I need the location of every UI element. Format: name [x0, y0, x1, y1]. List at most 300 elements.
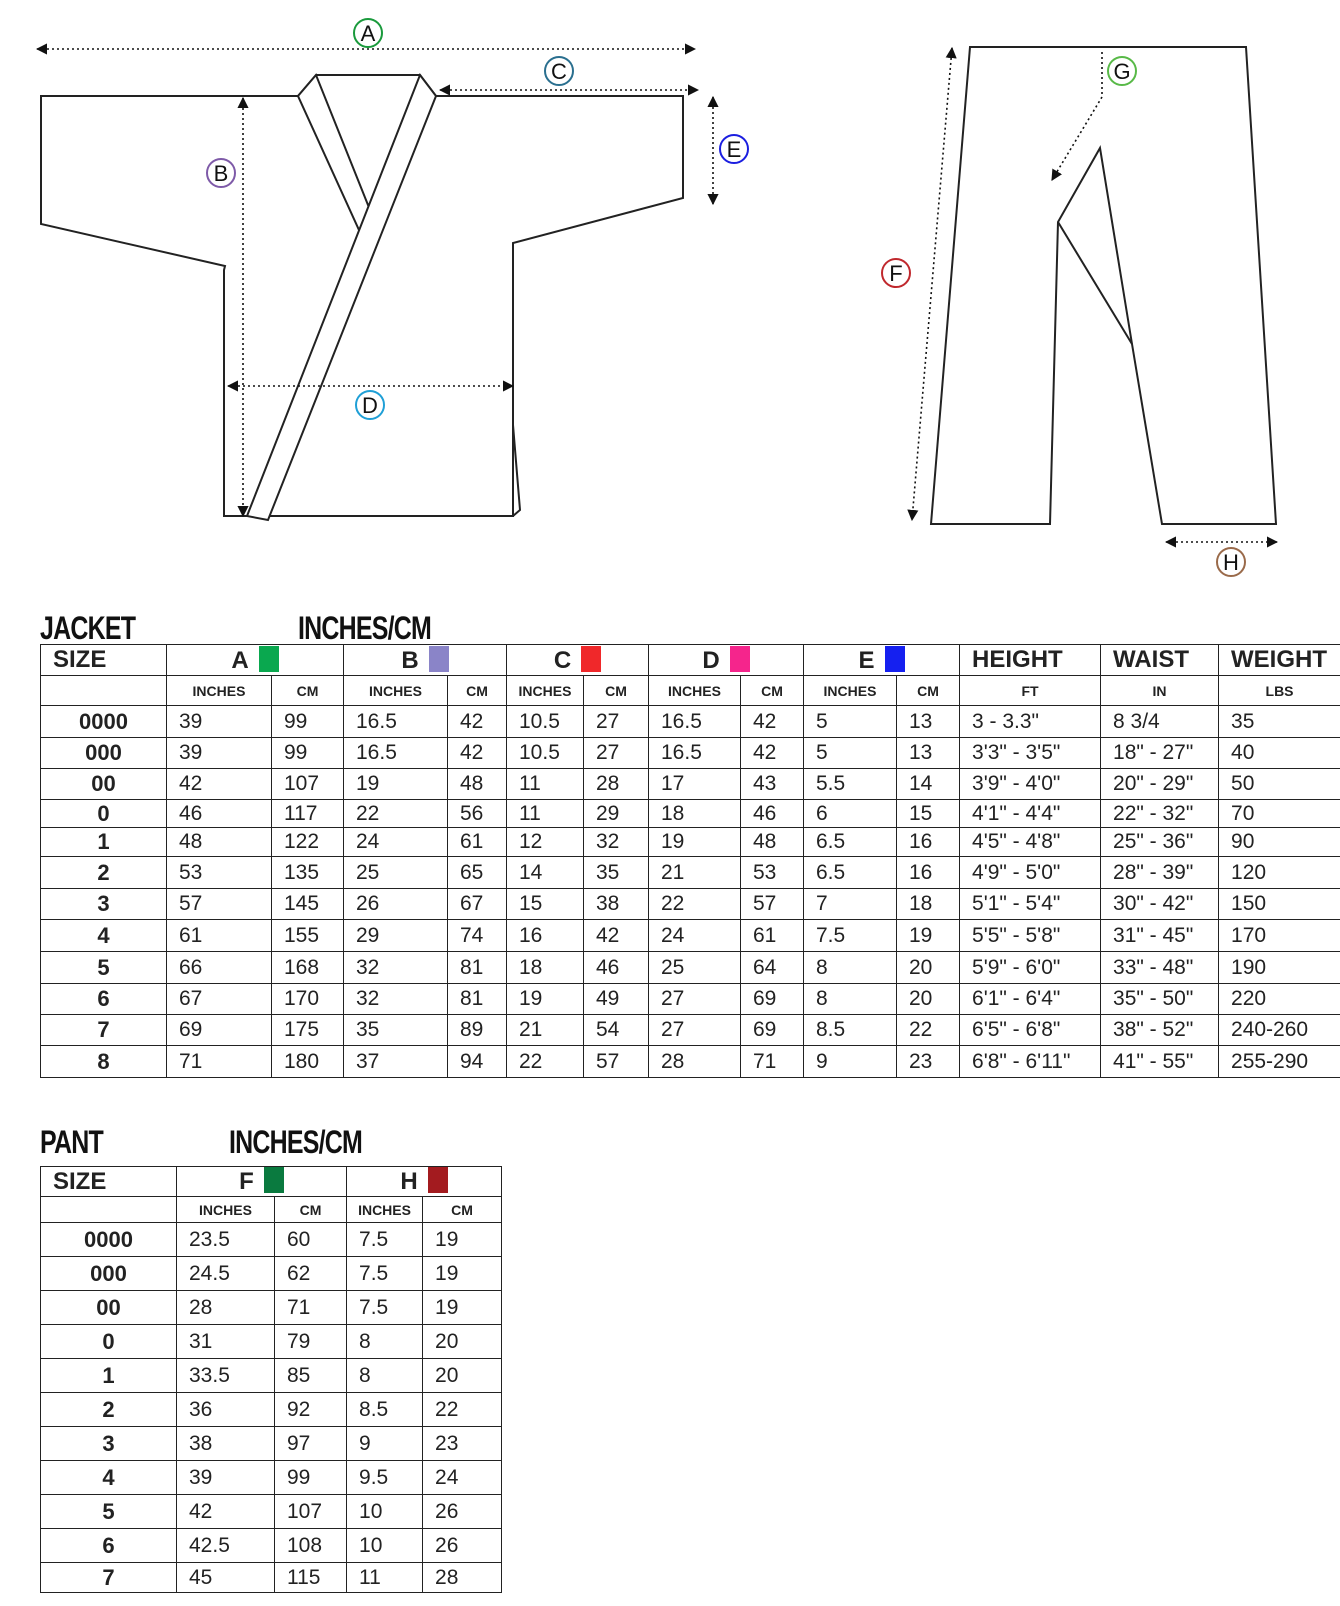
value-cell: 56 — [448, 800, 507, 828]
svg-text:F: F — [889, 261, 903, 286]
value-cell: 48 — [741, 828, 804, 857]
unit-inches: INCHES — [507, 676, 584, 706]
jacket-drawing — [41, 75, 683, 520]
value-cell: 8 3/4 — [1101, 706, 1219, 738]
value-cell: 61 — [167, 920, 272, 952]
value-cell: 48 — [448, 769, 507, 800]
value-cell: 20 — [423, 1359, 502, 1393]
table-row — [41, 1015, 1340, 1046]
value-cell: 16 — [507, 920, 584, 952]
value-cell: 57 — [584, 1046, 649, 1078]
size-cell: 3 — [41, 1427, 177, 1461]
pant-units-row — [41, 1197, 502, 1223]
value-cell: 16.5 — [649, 706, 741, 738]
value-cell: 24 — [649, 920, 741, 952]
value-cell: 6'1" - 6'4" — [960, 984, 1101, 1015]
value-cell: 38 — [177, 1427, 275, 1461]
value-cell: 89 — [448, 1015, 507, 1046]
svg-text:E: E — [726, 137, 742, 162]
value-cell: 190 — [1219, 952, 1340, 984]
size-cell: 0000 — [41, 706, 167, 738]
value-cell: 10.5 — [507, 706, 584, 738]
value-cell: 8 — [347, 1359, 423, 1393]
value-cell: 5 — [804, 738, 897, 769]
color-swatch — [259, 646, 279, 672]
value-cell: 71 — [275, 1291, 347, 1325]
size-cell: 7 — [41, 1563, 177, 1593]
value-cell: 115 — [275, 1563, 347, 1593]
color-swatch — [264, 1167, 284, 1193]
jacket-extra-header: HEIGHT — [960, 645, 1101, 676]
value-cell: 26 — [423, 1529, 502, 1563]
unit-inches: INCHES — [177, 1197, 275, 1223]
value-cell: 36 — [177, 1393, 275, 1427]
svg-text:D: D — [362, 393, 378, 418]
value-cell: 145 — [272, 889, 344, 920]
value-cell: 9.5 — [347, 1461, 423, 1495]
value-cell: 99 — [272, 706, 344, 738]
value-cell: 13 — [897, 738, 960, 769]
unit-inches: INCHES — [649, 676, 741, 706]
value-cell: 39 — [167, 738, 272, 769]
pant-units-title: INCHES/CM — [229, 1124, 363, 1160]
value-cell: 99 — [272, 738, 344, 769]
value-cell: 108 — [275, 1529, 347, 1563]
value-cell: 107 — [275, 1495, 347, 1529]
value-cell: 46 — [167, 800, 272, 828]
table-row — [41, 857, 1340, 889]
value-cell: 5 — [804, 706, 897, 738]
size-cell: 6 — [41, 984, 167, 1015]
value-cell: 74 — [448, 920, 507, 952]
value-cell: 69 — [741, 984, 804, 1015]
value-cell: 38 — [584, 889, 649, 920]
unit-inches: INCHES — [344, 676, 448, 706]
value-cell: 28 — [584, 769, 649, 800]
table-row — [41, 1223, 502, 1257]
dim-label-d — [356, 391, 384, 419]
value-cell: 18 — [507, 952, 584, 984]
color-swatch — [885, 646, 905, 672]
value-cell: 79 — [275, 1325, 347, 1359]
value-cell: 19 — [423, 1291, 502, 1325]
value-cell: 4'1" - 4'4" — [960, 800, 1101, 828]
jacket-group-a — [167, 645, 344, 676]
size-cell: 5 — [41, 952, 167, 984]
table-row — [41, 1427, 502, 1461]
value-cell: 11 — [507, 800, 584, 828]
value-cell: 120 — [1219, 857, 1340, 889]
value-cell: 7.5 — [347, 1257, 423, 1291]
value-cell: 35 — [1219, 706, 1340, 738]
value-cell: 220 — [1219, 984, 1340, 1015]
value-cell: 122 — [272, 828, 344, 857]
value-cell: 32 — [344, 952, 448, 984]
value-cell: 19 — [344, 769, 448, 800]
size-cell: 4 — [41, 920, 167, 952]
value-cell: 240-260 — [1219, 1015, 1340, 1046]
value-cell: 29 — [344, 920, 448, 952]
value-cell: 155 — [272, 920, 344, 952]
group-label: D — [702, 646, 720, 674]
value-cell: 42 — [167, 769, 272, 800]
empty-cell — [41, 676, 167, 706]
jacket-extra-header: WAIST — [1101, 645, 1219, 676]
value-cell: 16 — [897, 828, 960, 857]
value-cell: 180 — [272, 1046, 344, 1078]
value-cell: 117 — [272, 800, 344, 828]
value-cell: 8 — [347, 1325, 423, 1359]
value-cell: 42 — [741, 738, 804, 769]
value-cell: 21 — [507, 1015, 584, 1046]
value-cell: 6 — [804, 800, 897, 828]
value-cell: 42 — [177, 1495, 275, 1529]
unit-extra: FT — [960, 676, 1101, 706]
value-cell: 54 — [584, 1015, 649, 1046]
group-label: F — [239, 1168, 254, 1195]
jacket-units-row — [41, 676, 1340, 706]
value-cell: 71 — [167, 1046, 272, 1078]
value-cell: 57 — [167, 889, 272, 920]
jacket-group-c — [507, 645, 649, 676]
dim-label-a — [354, 19, 382, 47]
value-cell: 22 — [649, 889, 741, 920]
jacket-title: JACKET — [40, 610, 136, 646]
value-cell: 42 — [741, 706, 804, 738]
value-cell: 4'5" - 4'8" — [960, 828, 1101, 857]
table-row — [41, 706, 1340, 738]
value-cell: 4'9" - 5'0" — [960, 857, 1101, 889]
value-cell: 27 — [649, 984, 741, 1015]
value-cell: 33.5 — [177, 1359, 275, 1393]
value-cell: 20 — [423, 1325, 502, 1359]
value-cell: 9 — [347, 1427, 423, 1461]
value-cell: 28 — [649, 1046, 741, 1078]
value-cell: 5'1" - 5'4" — [960, 889, 1101, 920]
color-swatch — [428, 1167, 448, 1193]
value-cell: 49 — [584, 984, 649, 1015]
value-cell: 11 — [507, 769, 584, 800]
value-cell: 22 — [423, 1393, 502, 1427]
value-cell: 18 — [897, 889, 960, 920]
value-cell: 8.5 — [804, 1015, 897, 1046]
value-cell: 53 — [741, 857, 804, 889]
value-cell: 41" - 55" — [1101, 1046, 1219, 1078]
size-cell: 0 — [41, 800, 167, 828]
value-cell: 92 — [275, 1393, 347, 1427]
value-cell: 35" - 50" — [1101, 984, 1219, 1015]
value-cell: 6.5 — [804, 828, 897, 857]
unit-cm: CM — [423, 1197, 502, 1223]
size-cell: 00 — [41, 1291, 177, 1325]
table-row — [41, 889, 1340, 920]
table-row — [41, 1046, 1340, 1078]
group-label: E — [858, 646, 875, 674]
value-cell: 28 — [423, 1563, 502, 1593]
value-cell: 57 — [741, 889, 804, 920]
value-cell: 23 — [423, 1427, 502, 1461]
value-cell: 85 — [275, 1359, 347, 1393]
value-cell: 24 — [423, 1461, 502, 1495]
value-cell: 22 — [897, 1015, 960, 1046]
value-cell: 19 — [897, 920, 960, 952]
color-swatch — [429, 646, 449, 672]
unit-cm: CM — [741, 676, 804, 706]
value-cell: 25 — [344, 857, 448, 889]
value-cell: 61 — [448, 828, 507, 857]
size-cell: 7 — [41, 1015, 167, 1046]
value-cell: 27 — [584, 738, 649, 769]
unit-cm: CM — [897, 676, 960, 706]
color-swatch — [730, 646, 750, 672]
value-cell: 14 — [507, 857, 584, 889]
value-cell: 15 — [897, 800, 960, 828]
dim-label-h — [1217, 548, 1245, 576]
value-cell: 24.5 — [177, 1257, 275, 1291]
value-cell: 22" - 32" — [1101, 800, 1219, 828]
value-cell: 94 — [448, 1046, 507, 1078]
value-cell: 25 — [649, 952, 741, 984]
value-cell: 43 — [741, 769, 804, 800]
table-row — [41, 1529, 502, 1563]
size-cell: 1 — [41, 1359, 177, 1393]
value-cell: 27 — [584, 706, 649, 738]
value-cell: 5'5" - 5'8" — [960, 920, 1101, 952]
value-cell: 61 — [741, 920, 804, 952]
value-cell: 25" - 36" — [1101, 828, 1219, 857]
value-cell: 170 — [272, 984, 344, 1015]
value-cell: 35 — [344, 1015, 448, 1046]
unit-extra: IN — [1101, 676, 1219, 706]
size-cell: 000 — [41, 738, 167, 769]
value-cell: 22 — [344, 800, 448, 828]
value-cell: 37 — [344, 1046, 448, 1078]
value-cell: 22 — [507, 1046, 584, 1078]
jacket-units-title: INCHES/CM — [298, 610, 432, 646]
value-cell: 14 — [897, 769, 960, 800]
value-cell: 20 — [897, 984, 960, 1015]
table-row — [41, 920, 1340, 952]
jacket-group-e — [804, 645, 960, 676]
value-cell: 42 — [448, 706, 507, 738]
value-cell: 8 — [804, 984, 897, 1015]
size-cell: 4 — [41, 1461, 177, 1495]
value-cell: 3'9" - 4'0" — [960, 769, 1101, 800]
size-cell: 6 — [41, 1529, 177, 1563]
value-cell: 13 — [897, 706, 960, 738]
table-row — [41, 1291, 502, 1325]
value-cell: 31 — [177, 1325, 275, 1359]
value-cell: 60 — [275, 1223, 347, 1257]
jacket-size-table — [40, 644, 1340, 1078]
value-cell: 7.5 — [347, 1291, 423, 1325]
pant-size-header: SIZE — [41, 1167, 177, 1197]
value-cell: 20 — [897, 952, 960, 984]
jacket-group-b — [344, 645, 507, 676]
unit-cm: CM — [448, 676, 507, 706]
value-cell: 67 — [448, 889, 507, 920]
value-cell: 9 — [804, 1046, 897, 1078]
value-cell: 90 — [1219, 828, 1340, 857]
color-swatch — [581, 646, 601, 672]
value-cell: 135 — [272, 857, 344, 889]
pant-header-row — [41, 1167, 502, 1197]
pant-group-h — [347, 1167, 502, 1197]
dim-label-f — [882, 259, 910, 287]
table-row — [41, 1359, 502, 1393]
pant-title: PANT — [40, 1124, 103, 1160]
value-cell: 16.5 — [649, 738, 741, 769]
value-cell: 23.5 — [177, 1223, 275, 1257]
table-row — [41, 738, 1340, 769]
svg-text:B: B — [213, 161, 229, 186]
value-cell: 23 — [897, 1046, 960, 1078]
size-cell: 1 — [41, 828, 167, 857]
value-cell: 67 — [167, 984, 272, 1015]
dim-label-g — [1108, 57, 1136, 85]
svg-text:A: A — [360, 21, 376, 46]
value-cell: 42 — [584, 920, 649, 952]
value-cell: 28" - 39" — [1101, 857, 1219, 889]
value-cell: 8.5 — [347, 1393, 423, 1427]
value-cell: 46 — [741, 800, 804, 828]
value-cell: 70 — [1219, 800, 1340, 828]
value-cell: 42.5 — [177, 1529, 275, 1563]
jacket-size-header: SIZE — [41, 645, 167, 676]
value-cell: 12 — [507, 828, 584, 857]
size-cell: 00 — [41, 769, 167, 800]
table-row — [41, 984, 1340, 1015]
value-cell: 18 — [649, 800, 741, 828]
pants-drawing — [931, 47, 1276, 524]
value-cell: 26 — [423, 1495, 502, 1529]
size-cell: 000 — [41, 1257, 177, 1291]
value-cell: 15 — [507, 889, 584, 920]
value-cell: 45 — [177, 1563, 275, 1593]
jacket-group-d — [649, 645, 804, 676]
size-cell: 0000 — [41, 1223, 177, 1257]
value-cell: 7.5 — [347, 1223, 423, 1257]
value-cell: 11 — [347, 1563, 423, 1593]
group-label: H — [400, 1168, 418, 1195]
value-cell: 26 — [344, 889, 448, 920]
value-cell: 71 — [741, 1046, 804, 1078]
value-cell: 81 — [448, 984, 507, 1015]
dim-label-e — [720, 135, 748, 163]
value-cell: 81 — [448, 952, 507, 984]
value-cell: 97 — [275, 1427, 347, 1461]
value-cell: 16.5 — [344, 706, 448, 738]
table-row — [41, 800, 1340, 828]
value-cell: 62 — [275, 1257, 347, 1291]
group-label: A — [231, 646, 249, 674]
jacket-header-row — [41, 645, 1340, 676]
value-cell: 42 — [448, 738, 507, 769]
value-cell: 32 — [584, 828, 649, 857]
value-cell: 29 — [584, 800, 649, 828]
value-cell: 53 — [167, 857, 272, 889]
value-cell: 24 — [344, 828, 448, 857]
group-label: B — [401, 646, 419, 674]
table-row — [41, 1257, 502, 1291]
value-cell: 65 — [448, 857, 507, 889]
size-cell: 8 — [41, 1046, 167, 1078]
value-cell: 28 — [177, 1291, 275, 1325]
value-cell: 19 — [423, 1223, 502, 1257]
unit-inches: INCHES — [347, 1197, 423, 1223]
value-cell: 10.5 — [507, 738, 584, 769]
value-cell: 48 — [167, 828, 272, 857]
value-cell: 10 — [347, 1529, 423, 1563]
unit-extra: LBS — [1219, 676, 1340, 706]
value-cell: 30" - 42" — [1101, 889, 1219, 920]
dim-label-b — [207, 159, 235, 187]
value-cell: 170 — [1219, 920, 1340, 952]
value-cell: 10 — [347, 1495, 423, 1529]
value-cell: 168 — [272, 952, 344, 984]
table-row — [41, 769, 1340, 800]
table-row — [41, 1495, 502, 1529]
size-cell: 2 — [41, 1393, 177, 1427]
value-cell: 3'3" - 3'5" — [960, 738, 1101, 769]
jacket-extra-header: WEIGHT — [1219, 645, 1340, 676]
value-cell: 39 — [167, 706, 272, 738]
value-cell: 19 — [423, 1257, 502, 1291]
value-cell: 31" - 45" — [1101, 920, 1219, 952]
svg-text:G: G — [1113, 59, 1131, 84]
value-cell: 5'9" - 6'0" — [960, 952, 1101, 984]
table-row — [41, 1325, 502, 1359]
value-cell: 32 — [344, 984, 448, 1015]
value-cell: 40 — [1219, 738, 1340, 769]
value-cell: 46 — [584, 952, 649, 984]
value-cell: 16 — [897, 857, 960, 889]
dim-label-c — [545, 57, 573, 85]
svg-text:H: H — [1223, 550, 1239, 575]
value-cell: 19 — [507, 984, 584, 1015]
value-cell: 3 - 3.3" — [960, 706, 1101, 738]
unit-cm: CM — [584, 676, 649, 706]
value-cell: 6'8" - 6'11" — [960, 1046, 1101, 1078]
unit-inches: INCHES — [167, 676, 272, 706]
value-cell: 21 — [649, 857, 741, 889]
size-cell: 2 — [41, 857, 167, 889]
value-cell: 255-290 — [1219, 1046, 1340, 1078]
group-label: C — [553, 646, 572, 674]
table-row — [41, 1563, 502, 1593]
table-row — [41, 1393, 502, 1427]
value-cell: 99 — [275, 1461, 347, 1495]
value-cell: 19 — [649, 828, 741, 857]
size-cell: 0 — [41, 1325, 177, 1359]
value-cell: 7.5 — [804, 920, 897, 952]
value-cell: 18" - 27" — [1101, 738, 1219, 769]
value-cell: 150 — [1219, 889, 1340, 920]
size-cell: 5 — [41, 1495, 177, 1529]
value-cell: 50 — [1219, 769, 1340, 800]
value-cell: 64 — [741, 952, 804, 984]
value-cell: 6'5" - 6'8" — [960, 1015, 1101, 1046]
value-cell: 69 — [167, 1015, 272, 1046]
pant-group-f — [177, 1167, 347, 1197]
value-cell: 35 — [584, 857, 649, 889]
table-row — [41, 828, 1340, 857]
value-cell: 69 — [741, 1015, 804, 1046]
value-cell: 7 — [804, 889, 897, 920]
value-cell: 16.5 — [344, 738, 448, 769]
value-cell: 38" - 52" — [1101, 1015, 1219, 1046]
value-cell: 17 — [649, 769, 741, 800]
